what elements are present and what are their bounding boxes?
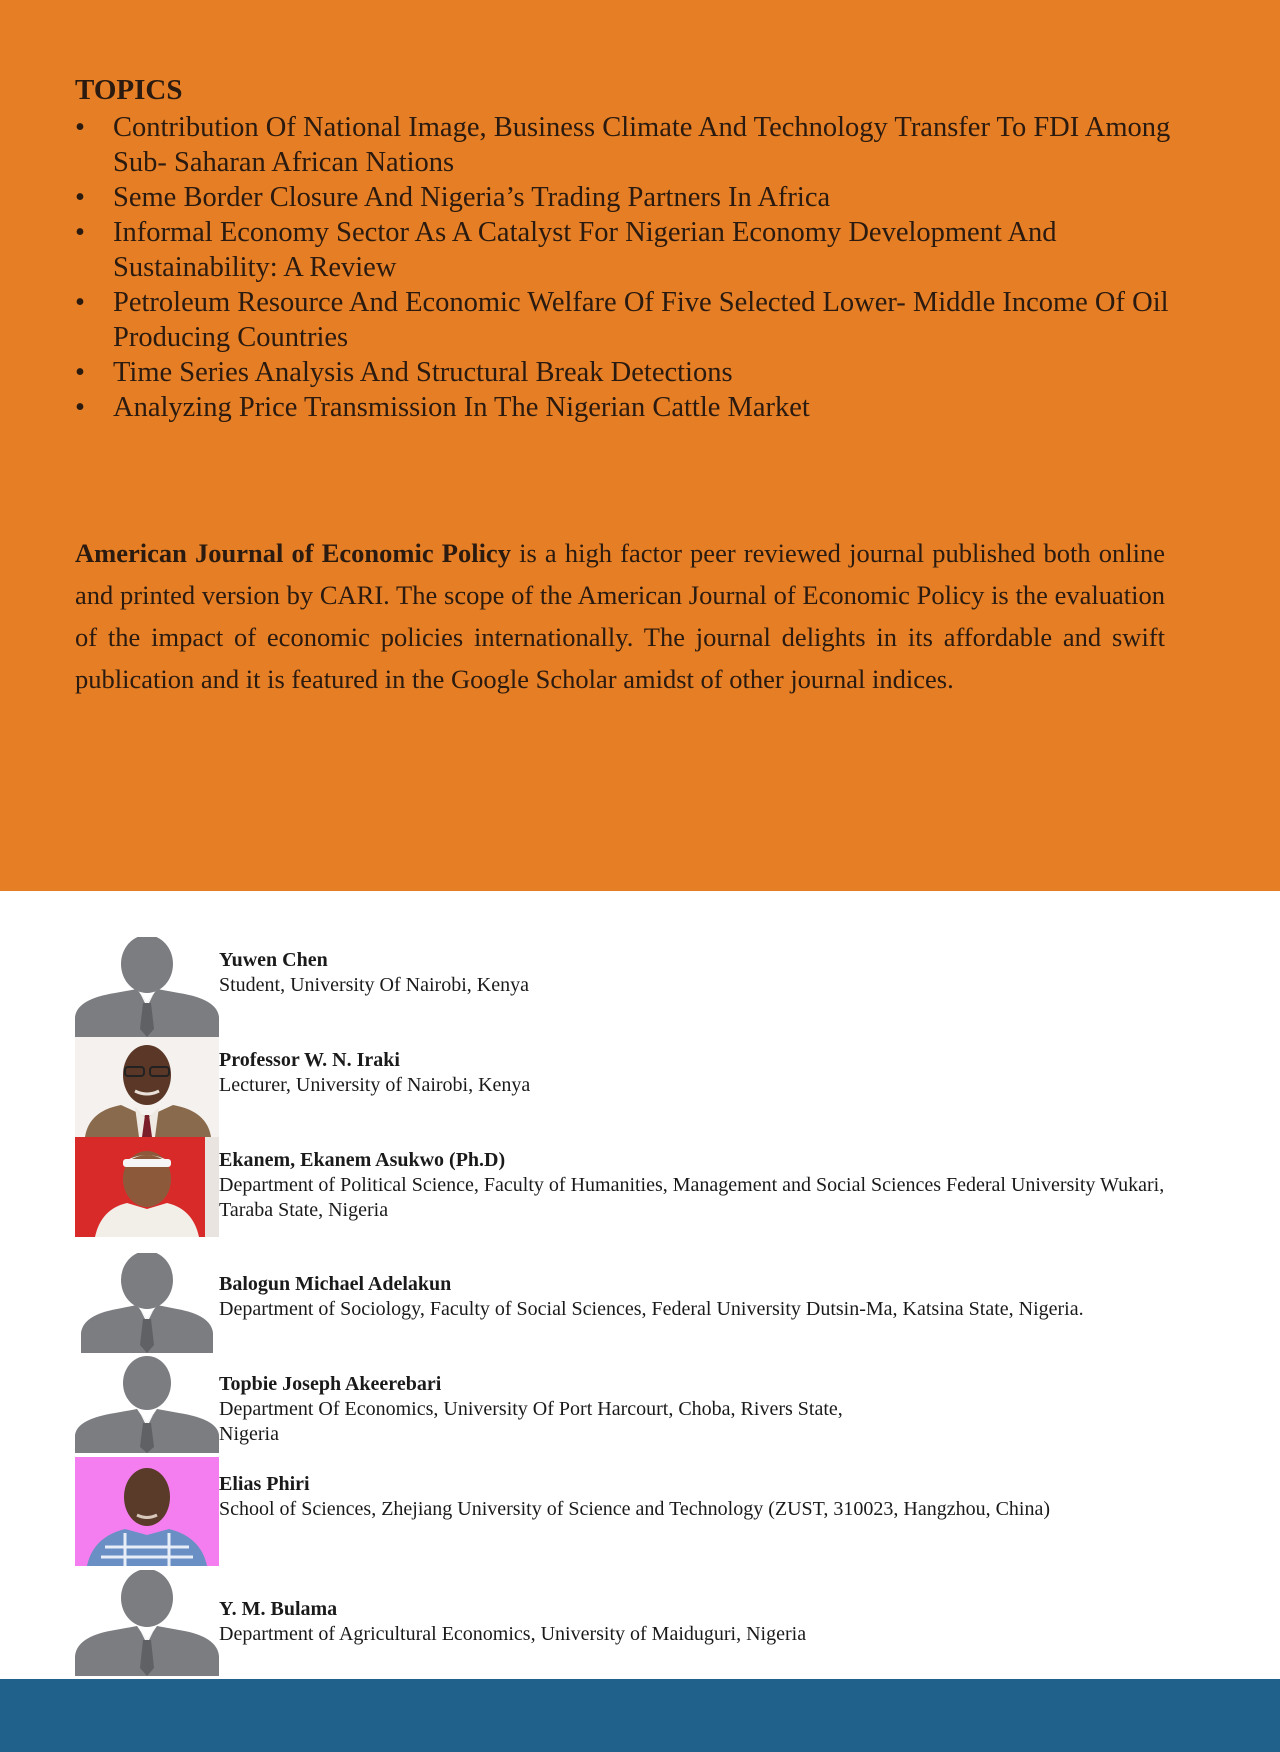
author-entry	[75, 1253, 1215, 1353]
silhouette-icon	[75, 937, 219, 1037]
author-entry	[75, 937, 1215, 1037]
portrait-photo	[75, 1137, 219, 1237]
silhouette-icon	[75, 1570, 219, 1676]
portrait-photo	[75, 1037, 219, 1137]
author-name: Ekanem, Ekanem Asukwo (Ph.D)	[219, 1149, 506, 1171]
topics-heading: TOPICS	[75, 74, 183, 106]
journal-name: American Journal of Economic Policy	[75, 538, 511, 568]
journal-description	[75, 532, 1165, 700]
author-entry	[75, 1353, 1215, 1453]
topic-item: • Contribution Of National Image, Business Climate And Technology Transfer To FDI Among Sub- Saharan African Nations	[75, 110, 1185, 180]
author-affiliation: Department of Agricultural Economics, University of Maiduguri, Nigeria	[219, 1623, 807, 1645]
author-entry	[75, 1457, 1215, 1557]
silhouette-icon	[75, 1353, 219, 1453]
footer-bar	[0, 1679, 1280, 1752]
author-affiliation: Lecturer, University of Nairobi, Kenya	[219, 1074, 531, 1096]
topic-item: • Seme Border Closure And Nigeria’s Trading Partners In Africa	[75, 180, 1185, 215]
topic-item: • Time Series Analysis And Structural Break Detections	[75, 355, 1185, 390]
topics-list	[75, 110, 1185, 425]
silhouette-icon	[75, 1253, 219, 1353]
author-name: Elias Phiri	[219, 1473, 310, 1495]
author-name: Y. M. Bulama	[219, 1598, 338, 1620]
author-affiliation: Department Of Economics, University Of Port Harcourt, Choba, Rivers State, Nigeria	[219, 1398, 843, 1445]
topic-item: • Informal Economy Sector As A Catalyst For Nigerian Economy Development And Sustainability: A Review	[75, 215, 1185, 285]
author-name: Topbie Joseph Akeerebari	[219, 1373, 442, 1395]
author-entry	[75, 1137, 1215, 1237]
author-entry	[75, 1570, 1215, 1670]
author-affiliation: Student, University Of Nairobi, Kenya	[219, 974, 529, 996]
author-name: Yuwen Chen	[219, 949, 328, 971]
topic-item: • Petroleum Resource And Economic Welfare Of Five Selected Lower- Middle Income Of Oil Producing Countries	[75, 285, 1185, 355]
journal-description-text: is a high factor peer reviewed journal published both online and printed version by CARI. The scope of the American Journal of Economic Policy is the evaluation of the impact of economic policies internationally. The journal delights in its affordable and swift publication and it is featured in the Google Scholar amidst of other journal indices.	[75, 538, 1165, 694]
topic-item: • Analyzing Price Transmission In The Nigerian Cattle Market	[75, 390, 1185, 425]
portrait-photo	[75, 1457, 219, 1566]
author-entry	[75, 1037, 1215, 1137]
author-name: Balogun Michael Adelakun	[219, 1273, 452, 1295]
author-name: Professor W. N. Iraki	[219, 1049, 400, 1071]
author-affiliation: School of Sciences, Zhejiang University of Science and Technology (ZUST, 310023, Hangzhou, China)	[219, 1498, 1051, 1520]
author-affiliation: Department of Political Science, Faculty of Humanities, Management and Social Sciences Federal University Wukari, Taraba State, Nigeria	[219, 1174, 1165, 1221]
author-affiliation: Department of Sociology, Faculty of Social Sciences, Federal University Dutsin-Ma, Katsina State, Nigeria.	[219, 1298, 1084, 1320]
